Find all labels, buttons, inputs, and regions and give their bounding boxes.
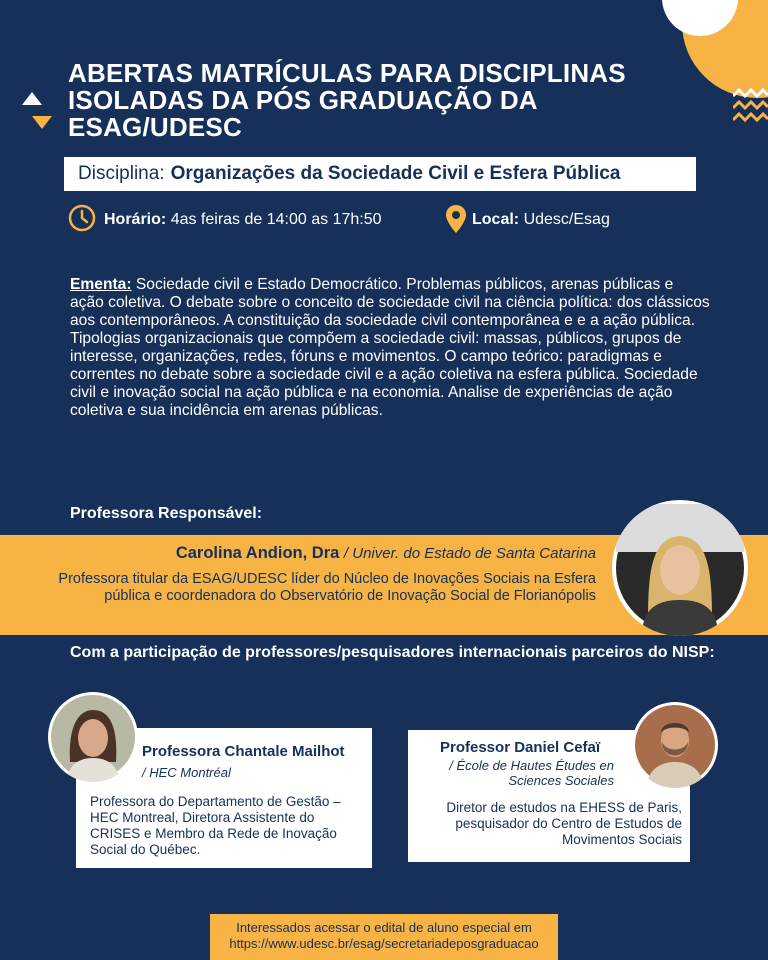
ementa-label: Ementa: bbox=[70, 276, 132, 293]
triangle-up-icon bbox=[22, 92, 42, 105]
responsavel-name: Carolina Andion, Dra bbox=[175, 544, 340, 562]
disciplina-label: Disciplina: bbox=[78, 163, 165, 184]
footer-link[interactable]: https://www.udesc.br/esag/secretariadeposgraduacao bbox=[229, 936, 539, 951]
guest-name: Professor Daniel Cefaï bbox=[440, 739, 601, 756]
local-value: Udesc/Esag bbox=[523, 211, 610, 228]
footer-text: Interessados acessar o edital de aluno especial em bbox=[236, 920, 532, 935]
responsavel-institution: / Univer. do Estado de Santa Catarina bbox=[343, 545, 596, 562]
footer-banner bbox=[210, 914, 558, 960]
disciplina-banner bbox=[64, 157, 696, 191]
horario-label: Horário: bbox=[104, 211, 167, 228]
avatar-daniel-cefai bbox=[632, 702, 718, 788]
disciplina-name: Organizações da Sociedade Civil e Esfera Pública bbox=[170, 163, 621, 184]
responsavel-heading: Professora Responsável: bbox=[70, 505, 263, 522]
avatar-carolina-andion bbox=[612, 500, 748, 636]
guest-name: Professora Chantale Mailhot bbox=[142, 743, 345, 760]
guest-description: Professora do Departamento de Gestão – HEC Montreal, Diretora Assistente do CRISES e Membro da Rede de Inovação Social do Québec. bbox=[90, 794, 341, 857]
page-title: ABERTAS MATRÍCULAS PARA DISCIPLINAS ISOLADAS DA PÓS GRADUAÇÃO DA ESAG/UDESC bbox=[68, 58, 626, 142]
clock-icon bbox=[68, 204, 96, 232]
guest-institution: / HEC Montréal bbox=[142, 765, 231, 780]
local-label: Local: bbox=[472, 211, 520, 228]
responsavel-name-line bbox=[176, 544, 596, 563]
guest-description: Diretor de estudos na EHESS de Paris, pesquisador do Centro de Estudos de Movimentos Sociais bbox=[446, 800, 682, 847]
horario-info bbox=[104, 210, 394, 230]
participacao-heading: Com a participação de professores/pesquisadores internacionais parceiros do NISP: bbox=[70, 644, 715, 661]
horario-value: 4as feiras de 14:00 as 17h:50 bbox=[170, 211, 382, 228]
triangle-down-icon bbox=[32, 116, 52, 129]
ementa-paragraph bbox=[70, 276, 710, 420]
avatar-chantale-mailhot bbox=[48, 692, 138, 782]
responsavel-description: Professora titular da ESAG/UDESC líder do Núcleo de Inovações Sociais na Esfera pública e coordenadora do Observatório de Inovação Social de Florianópolis bbox=[58, 571, 596, 604]
guest-institution: / École de Hautes Études en Sciences Sociales bbox=[449, 758, 614, 788]
ementa-text: Sociedade civil e Estado Democrático. Problemas públicos, arenas públicas e ação coletiva. O debate sobre o conceito de sociedade civil na ciência política: dos clássicos aos contemporâneos. A constituição da sociedade civil contemporânea e e a ação pública. Tipologias organizacionais que compõem a sociedade civil: massas, públicos, grupos de interesse, organizações, redes, fóruns e movimentos. O campo teórico: paradigmas e correntes no debate sobre a sociedade civil e a ação coletiva na esfera pública. Sociedade civil e inovação social na ação pública e na economia. Analise de experiências de ação coletiva e sua incidência em arenas públicas. bbox=[70, 276, 710, 419]
local-info bbox=[472, 210, 610, 230]
map-pin-icon bbox=[445, 204, 467, 234]
zigzag-decoration-icon bbox=[733, 88, 768, 124]
